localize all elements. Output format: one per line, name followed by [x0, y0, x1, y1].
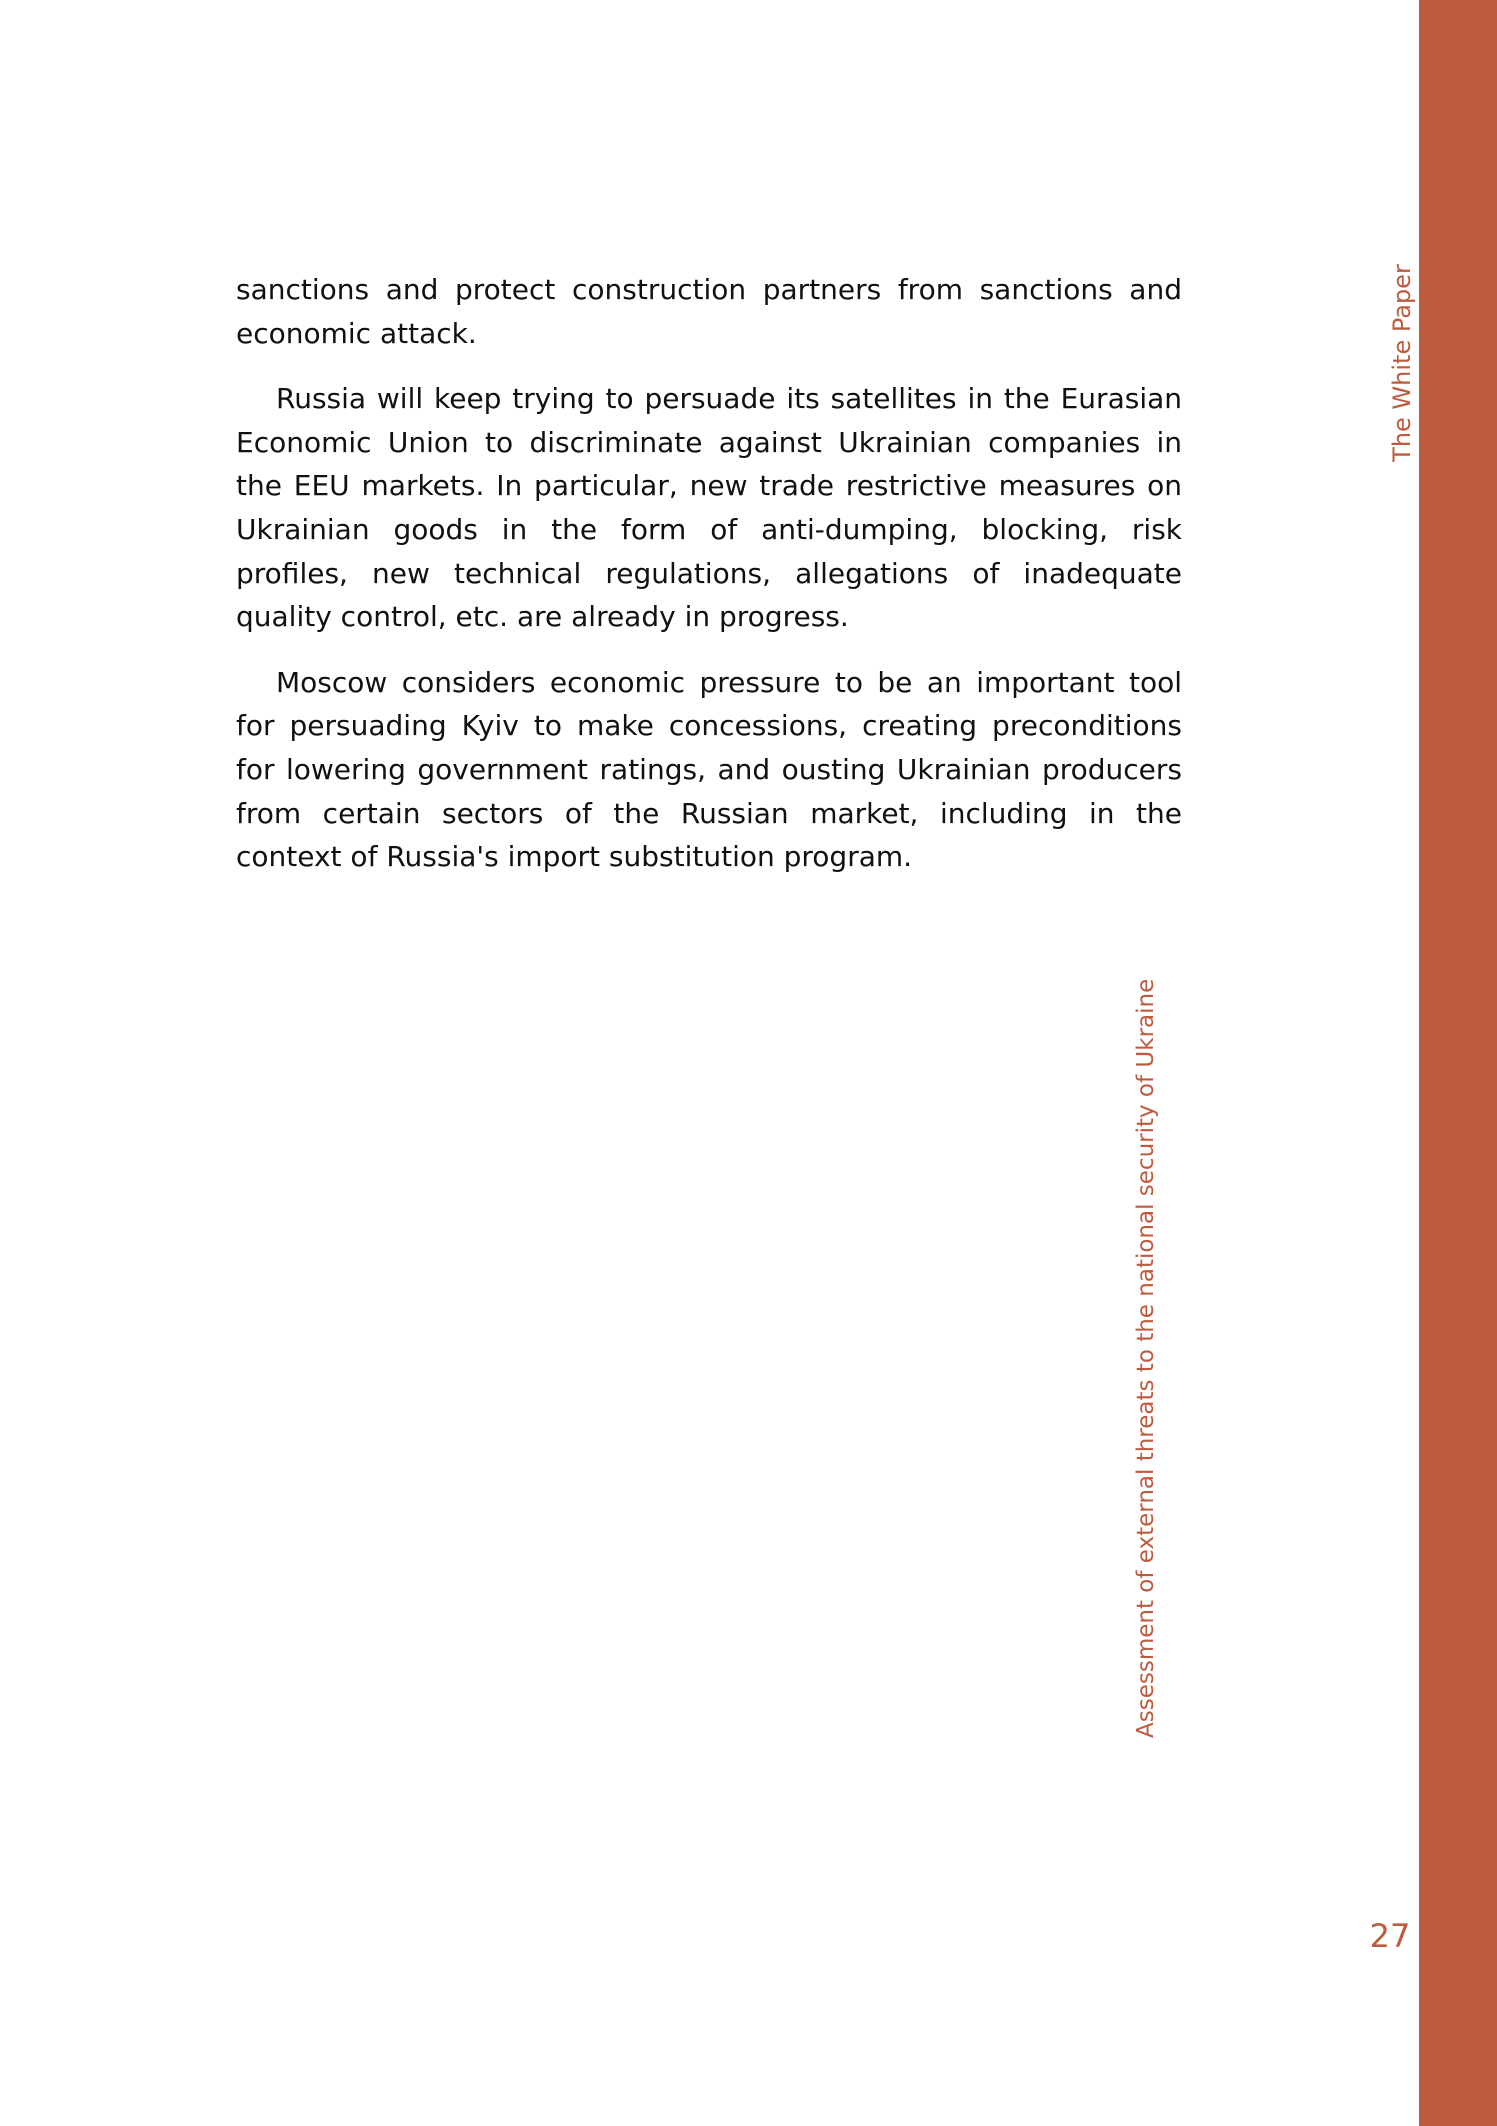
paragraph-eeu-discrimination: Russia will keep trying to persuade its satellites in the Eurasian Economic Union to discriminate against Ukrainian companies in the EEU markets. In particular, new trade restrictive measures on Ukrainian goods in the form of anti-dumping, blocking, risk profiles, new technical regulations, allegations of inadequate quality control, etc. are already in progress.: [236, 382, 1182, 634]
paragraph-economic-pressure: Moscow considers economic pressure to be an important tool for persuading Kyiv to make concessions, creating preconditions for lowering government ratings, and ousting Ukrainian producers from certain sectors of the Russian market, including in the context of Russia's import substitution program.: [236, 665, 1182, 874]
running-title: The White Paper: [1388, 264, 1416, 462]
main-text-block: [236, 268, 1182, 901]
sidebar-color-band: [1419, 0, 1497, 2126]
paragraph-continuation: sanctions and protect construction partners from sanctions and economic attack.: [236, 273, 1182, 350]
section-title: Assessment of external threats to the national security of Ukraine: [1133, 978, 1159, 1738]
page-number: 27: [1369, 1917, 1411, 1955]
